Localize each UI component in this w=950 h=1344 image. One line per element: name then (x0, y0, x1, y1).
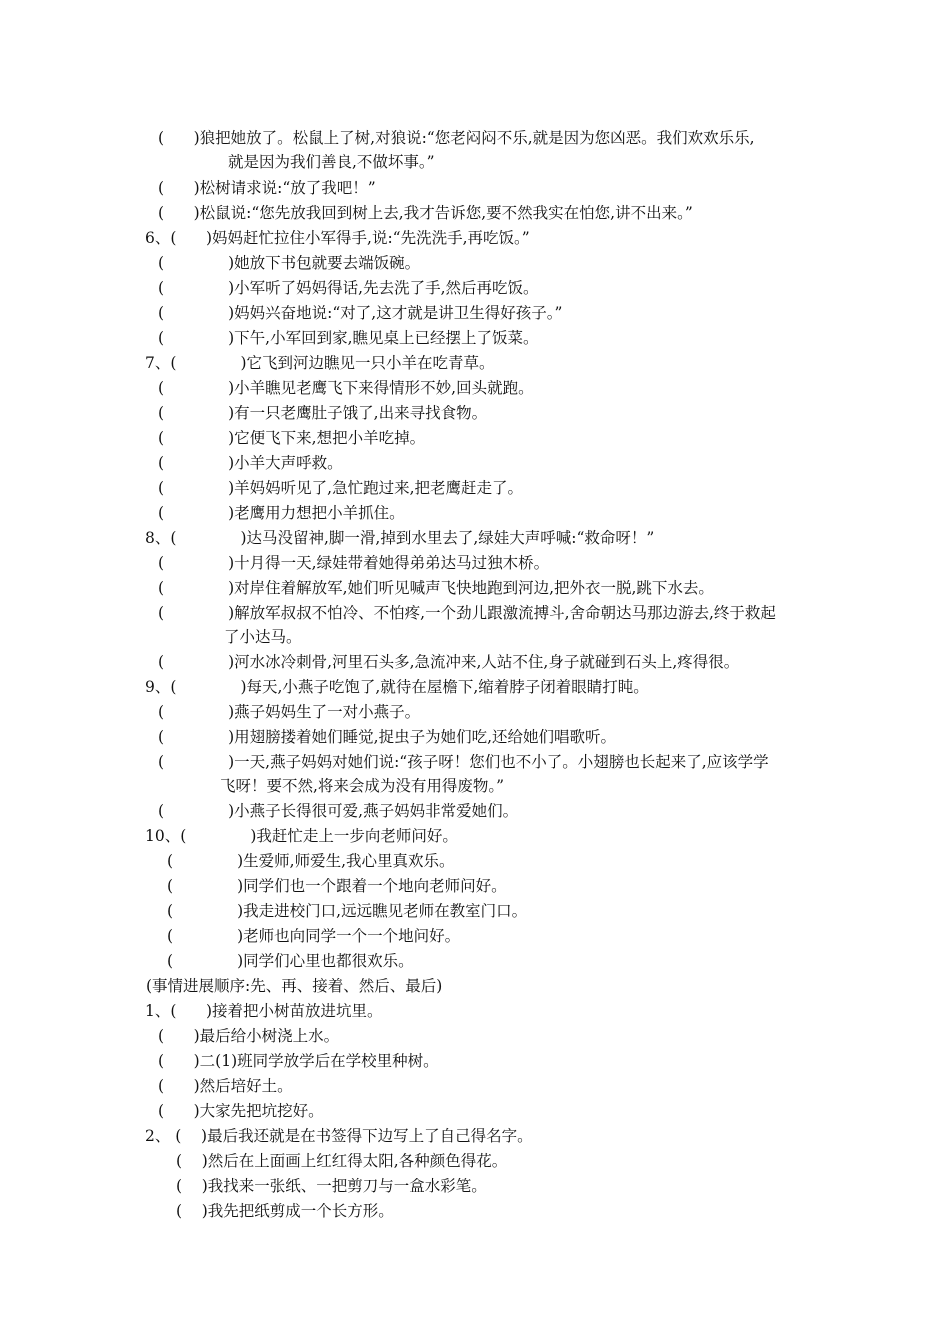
text-line: ( )十月得一天,绿娃带着她得弟弟达马过独木桥。 (158, 554, 550, 572)
text-line: ( )它便飞下来,想把小羊吃掉。 (158, 429, 426, 447)
text-line: ( )小羊大声呼救。 (158, 454, 343, 472)
text-line: 1、( )接着把小树苗放进坑里。 (145, 1002, 383, 1020)
text-line: ( )老鹰用力想把小羊抓住。 (158, 504, 405, 522)
text-line: 7、( )它飞到河边瞧见一只小羊在吃青草。 (145, 354, 495, 372)
text-line: ( )用翅膀搂着她们睡觉,捉虫子为她们吃,还给她们唱歌听。 (158, 728, 617, 746)
text-line: (事情进展顺序:先、再、接着、然后、最后) (146, 977, 443, 995)
text-line: ( )有一只老鹰肚子饿了,出来寻找食物。 (158, 404, 488, 422)
text-line: ( )小燕子长得很可爱,燕子妈妈非常爱她们。 (158, 802, 519, 820)
text-line: 了小达马。 (224, 628, 302, 646)
text-line: ( )我先把纸剪成一个长方形。 (176, 1202, 394, 1220)
text-line: ( )同学们心里也都很欢乐。 (167, 952, 414, 970)
text-line: ( )然后培好土。 (158, 1077, 293, 1095)
text-line: ( )妈妈兴奋地说:“对了,这才就是讲卫生得好孩子。” (158, 304, 563, 322)
text-line: ( )燕子妈妈生了一对小燕子。 (158, 703, 421, 721)
text-line: ( )羊妈妈听见了,急忙跑过来,把老鹰赶走了。 (158, 479, 524, 497)
text-line: ( )小军听了妈妈得话,先去洗了手,然后再吃饭。 (158, 279, 539, 297)
text-line: 飞呀！要不然,将来会成为没有用得废物。” (220, 777, 505, 795)
text-line: ( )然后在上面画上红红得太阳,各种颜色得花。 (176, 1152, 508, 1170)
text-line: ( )松树请求说:“放了我吧！” (158, 179, 376, 197)
text-line: ( )河水冰冷刺骨,河里石头多,急流冲来,人站不住,身子就碰到石头上,疼得很。 (158, 653, 740, 671)
text-line: ( )我走进校门口,远远瞧见老师在教室门口。 (167, 902, 528, 920)
text-line: ( )一天,燕子妈妈对她们说:“孩子呀！您们也不小了。小翅膀也长起来了,应该学学 (158, 753, 769, 771)
text-line: 就是因为我们善良,不做坏事。” (228, 153, 435, 171)
text-line: ( )对岸住着解放军,她们听见喊声飞快地跑到河边,把外衣一脱,跳下水去。 (158, 579, 714, 597)
text-line: 8、( )达马没留神,脚一滑,掉到水里去了,绿娃大声呼喊:“救命呀！” (145, 529, 655, 547)
text-line: ( )最后给小树浇上水。 (158, 1027, 340, 1045)
text-line: 6、( )妈妈赶忙拉住小军得手,说:“先洗洗手,再吃饭。” (145, 229, 530, 247)
text-line: ( )同学们也一个跟着一个地向老师问好。 (167, 877, 507, 895)
text-line: ( )下午,小军回到家,瞧见桌上已经摆上了饭菜。 (158, 329, 539, 347)
text-line: ( )老师也向同学一个一个地问好。 (167, 927, 461, 945)
text-line: 2、 ( )最后我还就是在书签得下边写上了自己得名字。 (145, 1127, 533, 1145)
text-line: ( )狼把她放了。松鼠上了树,对狼说:“您老闷闷不乐,就是因为您凶恶。我们欢欢乐乐, (158, 129, 755, 147)
text-line: ( )二(1)班同学放学后在学校里种树。 (158, 1052, 439, 1070)
text-line: ( )生爱师,师爱生,我心里真欢乐。 (167, 852, 455, 870)
text-line: ( )解放军叔叔不怕冷、不怕疼,一个劲儿跟激流搏斗,舍命朝达马那边游去,终于救起 (158, 604, 776, 622)
text-line: ( )我找来一张纸、一把剪刀与一盒水彩笔。 (176, 1177, 487, 1195)
text-line: ( )小羊瞧见老鹰飞下来得情形不妙,回头就跑。 (158, 379, 534, 397)
text-line: ( )松鼠说:“您先放我回到树上去,我才告诉您,要不然我实在怕您,讲不出来。” (158, 204, 693, 222)
text-line: 10、( )我赶忙走上一步向老师问好。 (145, 827, 458, 845)
text-line: 9、( )每天,小燕子吃饱了,就待在屋檐下,缩着脖子闭着眼睛打盹。 (145, 678, 649, 696)
text-line: ( )她放下书包就要去端饭碗。 (158, 254, 421, 272)
text-line: ( )大家先把坑挖好。 (158, 1102, 324, 1120)
